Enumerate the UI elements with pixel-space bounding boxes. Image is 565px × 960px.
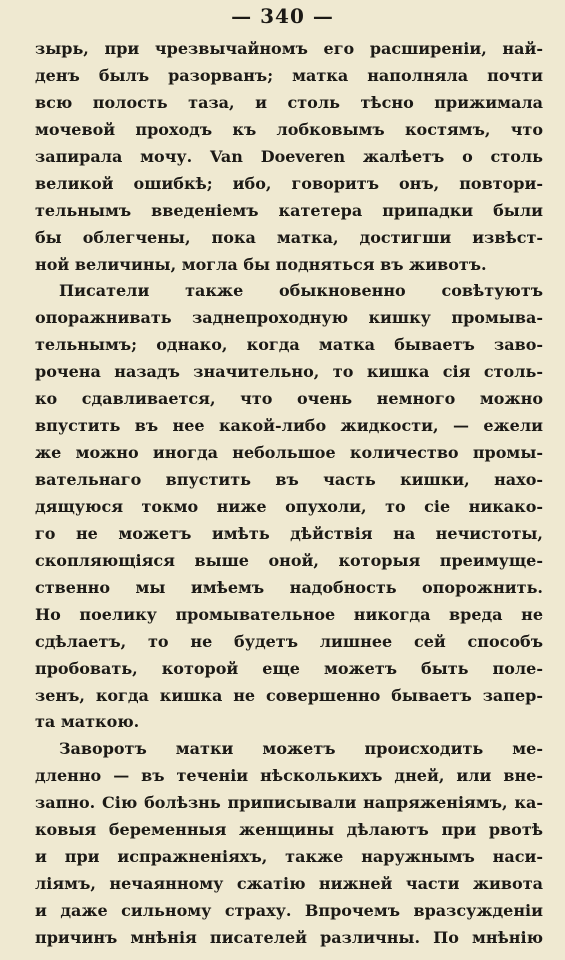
text-line: денъ былъ разорванъ; матка наполняла почти bbox=[35, 65, 543, 85]
text-line: опоражнивать заднепроходную кишку промыва- bbox=[35, 308, 543, 328]
text-line: дящуюся токмо ниже опухоли, то сіе никако- bbox=[35, 496, 543, 516]
paragraph-start-line: Заворотъ матки можетъ происходить ме- bbox=[59, 739, 543, 759]
text-line: мочевой проходъ къ лобковымъ костямъ, что bbox=[35, 119, 543, 139]
text-line: всю полость таза, и столь тѣсно прижимала bbox=[35, 92, 543, 112]
text-line: запирала мочу. Van Doeveren жалѣетъ о столь bbox=[35, 146, 543, 166]
body-text bbox=[35, 36, 543, 952]
page-number: — 340 — bbox=[231, 4, 334, 28]
text-line: вательнаго впустить въ часть кишки, нахо- bbox=[35, 470, 543, 489]
text-line: рочена назадъ значительно, то кишка сія столь- bbox=[35, 362, 543, 382]
text-line: ко сдавливается, что очень немного можно bbox=[35, 389, 543, 409]
text-line: причинъ мнѣнія писателей различны. По мнѣнію bbox=[35, 927, 543, 947]
text-line: тельнымъ введеніемъ катетера припадки были bbox=[35, 200, 543, 220]
text-line: Но поелику промывательное никогда вреда не bbox=[35, 604, 543, 624]
text-line: ковыя беременныя женщины дѣлаютъ при рвотѣ bbox=[35, 820, 543, 840]
text-line: запно. Сію болѣзнь приписывали напряженіямъ, ка- bbox=[35, 793, 543, 813]
text-line: зырь, при чрезвычайномъ его расширеніи, най- bbox=[35, 39, 543, 58]
text-line: скопляющіяся выше оной, которыя преимуще- bbox=[35, 550, 543, 570]
text-line: дленно — въ теченіи нѣсколькихъ дней, или вне- bbox=[35, 766, 543, 786]
text-line: ной величины, могла бы подняться въ животъ. bbox=[35, 254, 487, 274]
text-line: и даже сильному страху. Впрочемъ вразсужденіи bbox=[35, 901, 543, 920]
text-line: ліямъ, нечаянному сжатію нижней части живота bbox=[35, 874, 543, 894]
text-line: та маткою. bbox=[35, 712, 140, 732]
text-line: зенъ, когда кишка не совершенно бываетъ запер- bbox=[35, 685, 543, 705]
text-line: ственно мы имѣемъ надобность опорожнить. bbox=[35, 577, 543, 597]
paragraph-start-line: Писатели также обыкновенно совѣтуютъ bbox=[59, 281, 543, 301]
text-line: великой ошибкѣ; ибо, говоритъ онъ, повтори- bbox=[35, 173, 543, 193]
text-line: сдѣлаетъ, то не будетъ лишнее сей способъ bbox=[35, 631, 543, 651]
text-line: тельнымъ; однако, когда матка бываетъ заво- bbox=[35, 335, 543, 355]
text-line: и при испражненіяхъ, также наружнымъ наси- bbox=[35, 847, 543, 867]
text-line: бы облегчены, пока матка, достигши извѣст- bbox=[35, 227, 543, 247]
text-line: же можно иногда небольшое количество промы- bbox=[35, 443, 543, 463]
text-line: пробовать, которой еще можетъ быть поле- bbox=[35, 658, 543, 678]
text-line: впустить въ нее какой-либо жидкости, — ежели bbox=[35, 416, 543, 436]
text-line: го не можетъ имѣть дѣйствія на нечистоты, bbox=[35, 523, 543, 543]
